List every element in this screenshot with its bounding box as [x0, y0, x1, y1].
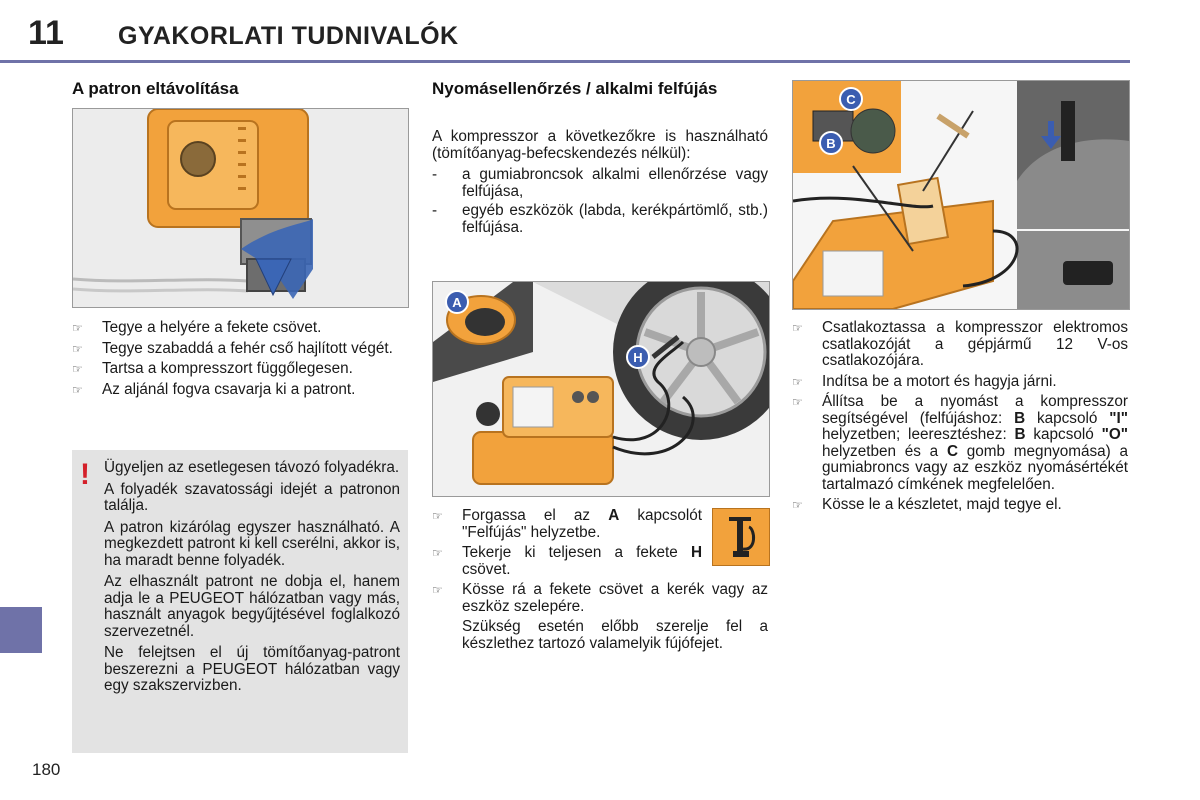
list-item: ☞ Tartsa a kompresszort függőlegesen. — [72, 360, 353, 377]
chapter-number: 11 — [28, 14, 64, 52]
compressor-connection-illustration — [793, 81, 1129, 309]
pointing-hand-icon: ☞ — [72, 321, 83, 335]
warning-box — [72, 450, 408, 753]
warning-paragraph: Az elhasznált patront ne dobja el, hanem adja le a PEUGEOT hálózatban vagy más, használt anyagok begyűjtésével foglalkozó szervezetnél. — [104, 573, 400, 640]
list-item: ☞ Indítsa be a motort és hagyja járni. — [792, 372, 1057, 390]
compressor-connection-figure — [792, 80, 1130, 310]
pointing-hand-icon: ☞ — [72, 382, 83, 397]
warning-paragraph: A patron kizárólag egyszer használható. A megkezdett patront ki kell cserélni, akkor is, ha maradt benne folyadék. — [104, 518, 400, 569]
list-item: ☞ Tegye a helyére a fekete csövet. — [72, 319, 322, 336]
svg-text:B: B — [826, 136, 836, 151]
exclamation-icon: ! — [80, 458, 90, 491]
svg-text:A: A — [452, 295, 462, 310]
inflation-illustration — [433, 282, 769, 496]
warning-paragraph: Ügyeljen az esetlegesen távozó folyadékra. — [104, 459, 400, 476]
list-item: ☞ Kösse le a készletet, majd tegye el. — [792, 496, 1062, 513]
list-item: ☞ Tekerje ki teljesen a fekete H csövet. — [432, 544, 702, 578]
pointing-hand-icon: ☞ — [432, 583, 443, 597]
list-item: ☞ Az aljánál fogva csavarja ki a patront. — [72, 380, 356, 398]
pointing-hand-icon: ☞ — [792, 498, 803, 512]
pointing-hand-icon: ☞ — [792, 321, 803, 335]
valve-note: Szükség esetén előbb szerelje fel a készlethez tartozó valamelyik fújófejet. — [462, 618, 768, 652]
pointing-hand-icon: ☞ — [792, 395, 803, 409]
chapter-title: GYAKORLATI TUDNIVALÓK — [118, 22, 459, 50]
warning-paragraph: A folyadék szavatossági idejét a patronon találja. — [104, 480, 400, 514]
list-item: ☞ Tegye szabaddá a fehér cső hajlított végét. — [72, 339, 393, 357]
warning-paragraph: Ne felejtsen el új tömítőanyag-patront beszerezni a PEUGEOT hálózatban vagy egy szakszervizben. — [104, 644, 400, 694]
list-item: ☞ Forgassa el az A kapcsolót "Felfújás" helyzetbe. — [432, 507, 703, 541]
inflation-figure — [432, 281, 770, 497]
svg-text:H: H — [633, 350, 643, 365]
cartridge-figure — [72, 108, 409, 308]
list-item: - egyéb eszközök (labda, kerékpártömlő, stb.) felfújása. — [432, 202, 768, 236]
cartridge-illustration — [73, 109, 408, 307]
pointing-hand-icon: ☞ — [432, 509, 443, 523]
cartridge-steps — [72, 320, 408, 402]
figure-label-a — [446, 291, 468, 313]
figure-label-c — [840, 88, 862, 110]
pump-icon — [712, 508, 770, 566]
compressor-steps — [792, 320, 1128, 518]
warning-text — [104, 460, 400, 700]
cartridge-removal-heading: A patron eltávolítása — [72, 79, 239, 98]
pointing-hand-icon: ☞ — [792, 374, 803, 389]
list-item: - a gumiabroncsok alkalmi ellenőrzése vagy felfújása, — [432, 166, 768, 200]
list-item: ☞ Kösse rá a fekete csövet a kerék vagy az eszköz szelepére. — [432, 581, 768, 615]
chapter-side-tab — [0, 607, 42, 653]
list-item: ☞ Állítsa be a nyomást a kompresszor segítségével (felfújáshoz: B kapcsoló "I" helyzetben; leeresztéshez: B kapcsoló "O" helyzetben és a C gomb megnyomása) a gumiabroncs vagy az eszköz nyomásértékét tartalmazó címkének megfelelően. — [792, 393, 1128, 493]
figure-label-h — [627, 346, 649, 368]
intro-text: A kompresszor a következőkre is használható (tömítőanyag-befecskendezés nélkül): — [432, 128, 768, 162]
list-item: ☞ Csatlakoztassa a kompresszor elektromos csatlakozóját a gépjármű 12 V-os csatlakozójára. — [792, 319, 1128, 369]
header-rule — [0, 60, 1130, 63]
figure-label-b — [820, 132, 842, 154]
pointing-hand-icon: ☞ — [72, 362, 83, 376]
compressor-uses — [432, 129, 768, 239]
pointing-hand-icon: ☞ — [72, 341, 83, 356]
pressure-check-heading: Nyomásellenőrzés / alkalmi felfújás — [432, 79, 718, 98]
inflation-steps — [432, 508, 768, 652]
page-number: 180 — [32, 760, 61, 779]
svg-text:C: C — [846, 92, 856, 107]
pointing-hand-icon: ☞ — [432, 546, 443, 560]
